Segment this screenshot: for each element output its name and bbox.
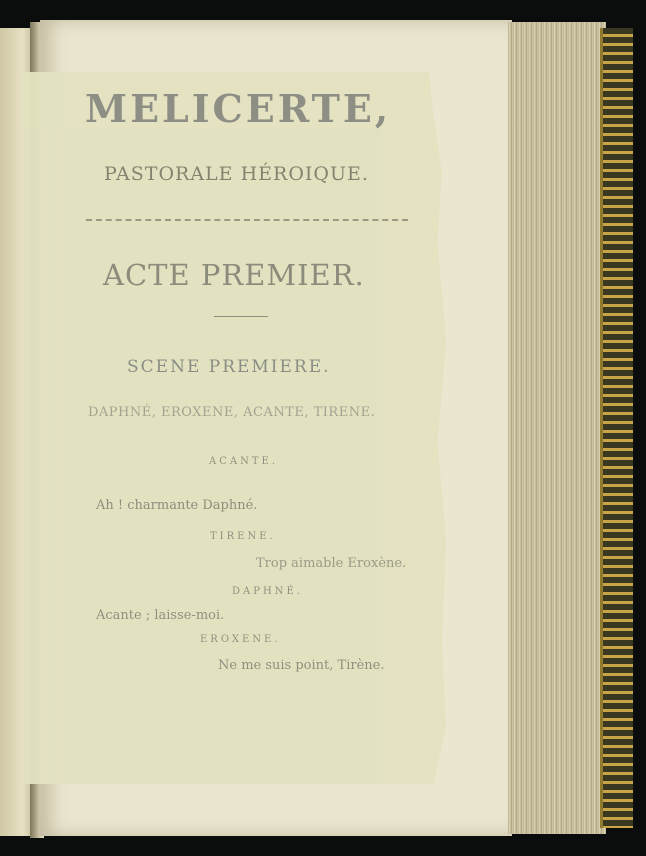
speaker-name: EROXENE. <box>200 634 281 645</box>
cast-list: DAPHNÉ, EROXENE, ACANTE, TIRENE. <box>88 405 376 420</box>
dialogue-line: Acante ; laisse-moi. <box>96 608 225 623</box>
gilt-cover-edge <box>600 28 633 828</box>
dialogue-line: Ne me suis point, Tirène. <box>218 658 385 673</box>
dialogue-line: Trop aimable Eroxène. <box>256 556 407 571</box>
speaker-name: ACANTE. <box>209 456 278 467</box>
act-heading: ACTE PREMIER. <box>103 258 365 292</box>
dialogue-line: Ah ! charmante Daphné. <box>96 498 258 513</box>
speaker-name: DAPHNÉ. <box>232 586 303 597</box>
page-block-edge <box>508 22 606 834</box>
ornamental-rule <box>86 219 408 227</box>
play-subtitle: PASTORALE HÉROIQUE. <box>104 163 369 185</box>
speaker-name: TIRENE. <box>210 531 276 542</box>
play-title: MELICERTE, <box>85 86 392 131</box>
short-rule <box>214 316 268 317</box>
scene-heading: SCENE PREMIERE. <box>127 357 331 377</box>
